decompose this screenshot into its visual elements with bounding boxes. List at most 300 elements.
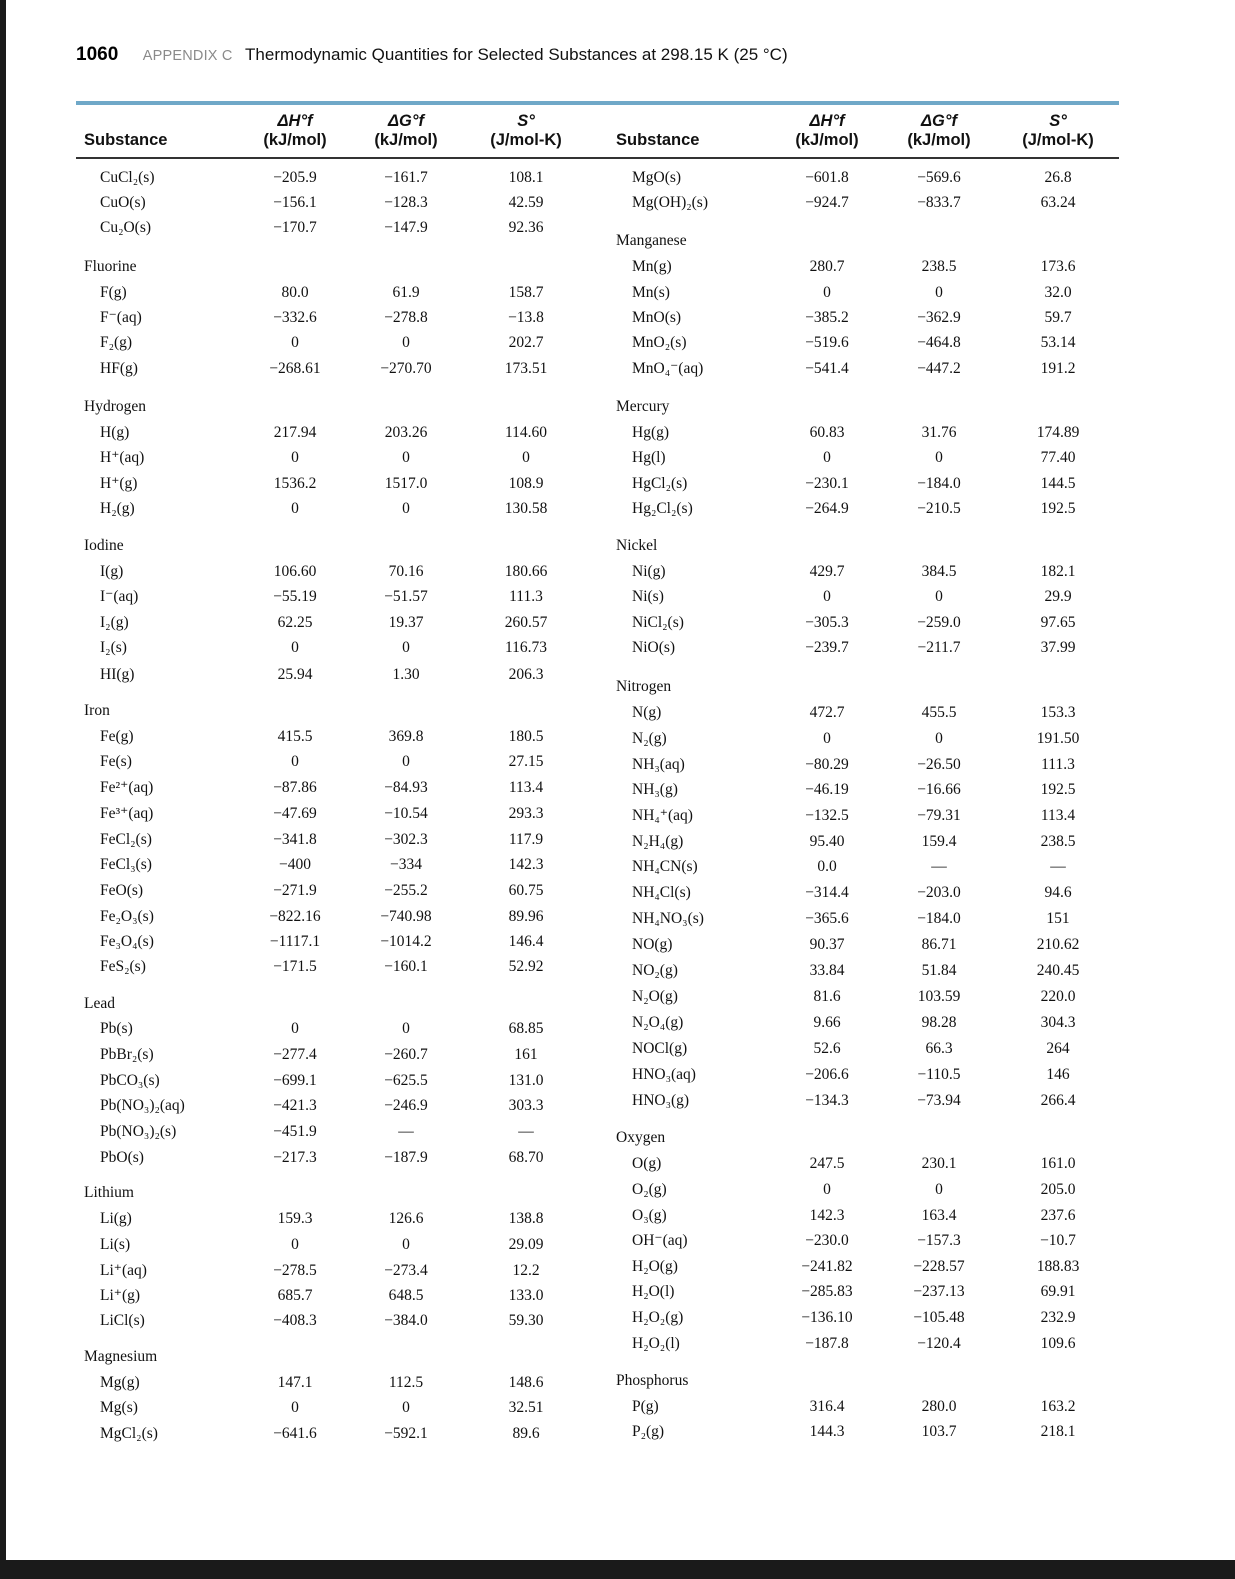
dhf-cell: −924.7 [805,194,849,211]
substance-cell: HNO₃(g) [632,1092,690,1109]
dhf-cell: 159.3 [277,1210,313,1227]
dgf-cell: −260.7 [384,1046,428,1063]
dgf-cell: −105.48 [913,1309,965,1326]
substance-cell: MgO(s) [632,169,682,186]
substance-cell: Fe(g) [100,728,134,745]
dgf-cell: 0 [402,449,410,466]
group-name: Hydrogen [84,398,146,415]
substance-cell: PbBr₂(s) [100,1046,154,1063]
entropy-cell: 240.45 [1036,962,1080,979]
entropy-cell: 111.3 [509,588,543,605]
substance-cell: Mg(s) [100,1399,138,1416]
dgf-cell: 0 [402,334,410,351]
entropy-cell: 60.75 [508,882,544,899]
dhf-cell: −601.8 [805,169,849,186]
table-top-rule [76,101,1119,105]
dgf-cell: −255.2 [384,882,428,899]
dgf-cell: 31.76 [921,424,957,441]
substance-cell: Li(s) [100,1236,131,1253]
substance-cell: H₂O₂(l) [632,1335,680,1352]
entropy-cell: 148.6 [508,1374,544,1391]
dgf-cell: 98.28 [921,1014,957,1031]
entropy-cell: 218.1 [1040,1423,1076,1440]
page-number: 1060 [76,44,119,65]
dhf-cell: 429.7 [809,563,845,580]
dhf-cell: 9.66 [813,1014,841,1031]
entropy-cell: 232.9 [1040,1309,1076,1326]
col-head-s-right [1003,112,1113,150]
dgf-cell: −184.0 [917,475,961,492]
substance-cell: H₂O(g) [632,1258,678,1275]
substance-cell: H⁺(g) [100,475,138,492]
dgf-cell: 0 [402,753,410,770]
dhf-cell: 685.7 [277,1287,313,1304]
group-name: Manganese [616,232,687,249]
entropy-cell: 293.3 [508,805,544,822]
dhf-cell: 90.37 [809,936,845,953]
page-title: Thermodynamic Quantities for Selected Substances at 298.15 K (25 °C) [245,45,788,64]
substance-cell: Mg(OH)₂(s) [632,194,709,211]
dgf-cell: −157.3 [917,1232,961,1249]
dgf-cell: −211.7 [917,639,961,656]
col-head-s-left [471,112,581,150]
dgf-cell: 0 [935,730,943,747]
entropy-cell: 174.89 [1036,424,1080,441]
dhf-cell: 0 [291,1399,299,1416]
dhf-cell: −87.86 [273,779,317,796]
substance-cell: Ni(s) [632,588,664,605]
col-head-substance-right: Substance [616,131,700,149]
dhf-cell: 280.7 [809,258,845,275]
substance-cell: NiCl₂(s) [632,614,684,631]
substance-cell: F₂(g) [100,334,133,351]
substance-cell: FeS₂(s) [100,958,146,975]
col-head-dgf-right [884,112,994,150]
substance-cell: CuCl₂(s) [100,169,155,186]
dgf-cell: 280.0 [921,1398,957,1415]
dhf-cell: −206.6 [805,1066,849,1083]
dhf-cell: −641.6 [273,1425,317,1442]
substance-cell: Mn(s) [632,284,670,301]
dgf-cell: −210.5 [917,500,961,517]
col-head-substance-left: Substance [84,131,168,149]
entropy-cell: −10.7 [1040,1232,1076,1249]
dgf-cell: −1014.2 [380,933,432,950]
dgf-cell: 112.5 [388,1374,424,1391]
entropy-cell: 32.51 [508,1399,544,1416]
substance-cell: H₂O₂(g) [632,1309,684,1326]
substance-cell: F(g) [100,284,127,301]
dhf-cell: −421.3 [273,1097,317,1114]
dgf-cell: −447.2 [917,360,961,377]
dhf-cell: −241.82 [801,1258,853,1275]
col-head-dhf-left [240,112,350,150]
dgf-cell: −161.7 [384,169,428,186]
dgf-cell: −302.3 [384,831,428,848]
entropy-cell: 130.58 [504,500,548,517]
substance-cell: Hg₂Cl₂(s) [632,500,693,517]
substance-cell: I(g) [100,563,124,580]
page [6,0,1235,1560]
dhf-cell: −305.3 [805,614,849,631]
dhf-cell: −408.3 [273,1312,317,1329]
entropy-cell: 173.51 [504,360,548,377]
header-rule [76,157,1119,159]
substance-cell: HI(g) [100,666,135,683]
substance-cell: NH₄CN(s) [632,858,698,875]
entropy-cell: 0 [522,449,530,466]
dgf-cell: 163.4 [921,1207,957,1224]
entropy-cell: 138.8 [508,1210,544,1227]
dhf-cell: −271.9 [273,882,317,899]
entropy-cell: 205.0 [1040,1181,1076,1198]
substance-cell: PbCO₃(s) [100,1072,160,1089]
substance-cell: MnO₂(s) [632,334,687,351]
group-name: Lead [84,995,115,1012]
col-head-dhf-right [772,112,882,150]
entropy-cell: 191.50 [1036,730,1080,747]
substance-cell: H₂O(l) [632,1283,675,1300]
dgf-cell: 159.4 [921,833,957,850]
entropy-cell: 142.3 [508,856,544,873]
dgf-cell: −110.5 [917,1066,961,1083]
group-name: Lithium [84,1184,134,1201]
dgf-cell: −147.9 [384,219,428,236]
entropy-cell: 97.65 [1040,614,1076,631]
substance-cell: Mg(g) [100,1374,140,1391]
dhf-cell: −205.9 [273,169,317,186]
dhf-cell: 95.40 [809,833,845,850]
entropy-cell: 59.30 [508,1312,544,1329]
s-unit: (J/mol-K) [490,131,562,149]
substance-cell: NO(g) [632,936,673,953]
dgf-cell: 1517.0 [384,475,428,492]
entropy-cell: 116.73 [504,639,548,656]
dhf-cell: 144.3 [809,1423,845,1440]
dhf-cell: 25.94 [277,666,313,683]
dgf-cell: 230.1 [921,1155,957,1172]
dhf-cell: 0 [823,1181,831,1198]
dgf-cell: 0 [402,1020,410,1037]
dhf-symbol: ΔH°f [277,112,313,130]
dhf-cell: 33.84 [809,962,845,979]
entropy-cell: 59.7 [1044,309,1072,326]
entropy-cell: — [518,1123,534,1140]
substance-cell: Fe₂O₃(s) [100,908,154,925]
entropy-cell: 238.5 [1040,833,1076,850]
dhf-cell: 80.0 [281,284,309,301]
substance-cell: MnO₄⁻(aq) [632,360,704,377]
dhf-cell: −264.9 [805,500,849,517]
dhf-cell: −285.83 [801,1283,853,1300]
dhf-cell: 316.4 [809,1398,845,1415]
dgf-cell: 19.37 [388,614,424,631]
dhf-cell: 106.60 [273,563,317,580]
entropy-cell: 52.92 [508,958,544,975]
dhf-unit: (kJ/mol) [795,131,859,149]
entropy-cell: 53.14 [1040,334,1076,351]
dhf-cell: −230.0 [805,1232,849,1249]
entropy-cell: 210.62 [1036,936,1080,953]
dgf-symbol: ΔG°f [387,112,424,130]
dhf-cell: 0 [823,449,831,466]
dhf-cell: −541.4 [805,360,849,377]
dhf-cell: −230.1 [805,475,849,492]
entropy-cell: 182.1 [1040,563,1076,580]
dhf-cell: −136.10 [801,1309,853,1326]
entropy-cell: 163.2 [1040,1398,1076,1415]
entropy-cell: 29.9 [1044,588,1072,605]
dhf-cell: −699.1 [273,1072,317,1089]
entropy-cell: 220.0 [1040,988,1076,1005]
dhf-cell: −134.3 [805,1092,849,1109]
dgf-cell: −160.1 [384,958,428,975]
dgf-cell: 61.9 [392,284,420,301]
dhf-cell: 0 [291,753,299,770]
entropy-cell: 68.70 [508,1149,544,1166]
dhf-cell: 247.5 [809,1155,845,1172]
substance-cell: Li(g) [100,1210,132,1227]
entropy-cell: 192.5 [1040,781,1076,798]
entropy-cell: 237.6 [1040,1207,1076,1224]
substance-cell: MnO(s) [632,309,682,326]
dhf-cell: −171.5 [273,958,317,975]
dgf-cell: 0 [402,1236,410,1253]
substance-cell: NH₄Cl(s) [632,884,691,901]
entropy-cell: 27.15 [508,753,544,770]
group-name: Iodine [84,537,124,554]
dgf-cell: −26.50 [917,756,961,773]
entropy-cell: 266.4 [1040,1092,1076,1109]
dgf-cell: −569.6 [917,169,961,186]
substance-cell: PbO(s) [100,1149,144,1166]
substance-cell: H(g) [100,424,130,441]
dhf-cell: −385.2 [805,309,849,326]
group-name: Fluorine [84,258,137,275]
dgf-symbol: ΔG°f [920,112,957,130]
substance-cell: HgCl₂(s) [632,475,688,492]
entropy-cell: 89.96 [508,908,544,925]
substance-cell: I₂(s) [100,639,127,656]
dhf-cell: −365.6 [805,910,849,927]
dgf-cell: −120.4 [917,1335,961,1352]
dgf-cell: 0 [935,588,943,605]
substance-cell: NiO(s) [632,639,676,656]
entropy-cell: 153.3 [1040,704,1076,721]
group-name: Iron [84,702,110,719]
dgf-cell: 1.30 [392,666,420,683]
entropy-cell: 63.24 [1040,194,1076,211]
dhf-cell: 0 [291,1020,299,1037]
dgf-cell: — [931,858,947,875]
entropy-cell: 146 [1046,1066,1070,1083]
entropy-cell: 180.5 [508,728,544,745]
dhf-cell: 0 [823,730,831,747]
dhf-cell: −451.9 [273,1123,317,1140]
entropy-cell: 113.4 [508,779,544,796]
substance-cell: O(g) [632,1155,662,1172]
substance-cell: O₃(g) [632,1207,667,1224]
dhf-cell: −217.3 [273,1149,317,1166]
entropy-cell: 109.6 [1040,1335,1076,1352]
dhf-cell: −341.8 [273,831,317,848]
dgf-cell: 70.16 [388,563,424,580]
dgf-cell: −592.1 [384,1425,428,1442]
substance-cell: FeCl₃(s) [100,856,152,873]
group-name: Nickel [616,537,658,554]
entropy-cell: 303.3 [508,1097,544,1114]
dgf-cell: 0 [402,1399,410,1416]
dgf-cell: 384.5 [921,563,957,580]
dgf-cell: 103.7 [921,1423,957,1440]
dgf-unit: (kJ/mol) [907,131,971,149]
dhf-cell: 0 [823,284,831,301]
group-name: Magnesium [84,1348,158,1365]
dgf-cell: −184.0 [917,910,961,927]
dhf-cell: 0 [291,334,299,351]
substance-cell: H⁺(aq) [100,449,145,466]
entropy-cell: 29.09 [508,1236,544,1253]
dhf-cell: −268.61 [269,360,321,377]
dgf-cell: 0 [935,449,943,466]
entropy-cell: 161.0 [1040,1155,1076,1172]
dgf-cell: −246.9 [384,1097,428,1114]
entropy-cell: 113.4 [1040,807,1076,824]
entropy-cell: 304.3 [1040,1014,1076,1031]
dgf-cell: — [398,1123,414,1140]
dgf-cell: 51.84 [921,962,957,979]
dgf-cell: −833.7 [917,194,961,211]
substance-cell: P₂(g) [632,1423,665,1440]
entropy-cell: 158.7 [508,284,544,301]
substance-cell: CuO(s) [100,194,146,211]
entropy-cell: 264 [1046,1040,1070,1057]
entropy-cell: 161 [514,1046,538,1063]
entropy-cell: 131.0 [508,1072,544,1089]
substance-cell: NO₂(g) [632,962,678,979]
dhf-cell: 0 [291,1236,299,1253]
dgf-cell: 238.5 [921,258,957,275]
group-name: Nitrogen [616,678,672,695]
dgf-cell: −362.9 [917,309,961,326]
entropy-cell: 146.4 [508,933,544,950]
dhf-cell: −1117.1 [269,933,321,950]
entropy-cell: −13.8 [508,309,544,326]
dgf-cell: −203.0 [917,884,961,901]
substance-cell: NH₃(aq) [632,756,685,773]
dgf-cell: 0 [935,1181,943,1198]
dgf-cell: −384.0 [384,1312,428,1329]
entropy-cell: 32.0 [1044,284,1072,301]
dgf-cell: 126.6 [388,1210,424,1227]
dhf-cell: −278.5 [273,1262,317,1279]
substance-cell: Pb(NO₃)₂(aq) [100,1097,185,1114]
substance-cell: Ni(g) [632,563,666,580]
substance-cell: N₂O₄(g) [632,1014,684,1031]
substance-cell: N(g) [632,704,662,721]
dgf-cell: −79.31 [917,807,961,824]
substance-cell: Hg(l) [632,449,666,466]
dgf-cell: −270.70 [380,360,432,377]
dgf-cell: −625.5 [384,1072,428,1089]
entropy-cell: 192.5 [1040,500,1076,517]
dgf-cell: −73.94 [917,1092,961,1109]
s-unit: (J/mol-K) [1022,131,1094,149]
dgf-cell: −740.98 [380,908,432,925]
dgf-cell: −187.9 [384,1149,428,1166]
entropy-cell: 26.8 [1044,169,1072,186]
dhf-cell: −170.7 [273,219,317,236]
dhf-cell: 142.3 [809,1207,845,1224]
entropy-cell: 77.40 [1040,449,1076,466]
substance-cell: P(g) [632,1398,659,1415]
entropy-cell: 111.3 [1041,756,1075,773]
entropy-cell: 173.6 [1040,258,1076,275]
dgf-cell: 0 [935,284,943,301]
entropy-cell: 69.91 [1040,1283,1076,1300]
substance-cell: N₂O(g) [632,988,678,1005]
entropy-cell: 37.99 [1040,639,1076,656]
dgf-cell: 455.5 [921,704,957,721]
dhf-cell: 60.83 [809,424,845,441]
entropy-cell: 92.36 [508,219,544,236]
entropy-cell: — [1050,858,1066,875]
substance-cell: NH₄NO₃(s) [632,910,704,927]
dhf-cell: 472.7 [809,704,845,721]
dgf-cell: −51.57 [384,588,428,605]
substance-cell: I₂(g) [100,614,129,631]
substance-cell: NOCl(g) [632,1040,688,1057]
entropy-cell: 133.0 [508,1287,544,1304]
dhf-cell: −132.5 [805,807,849,824]
group-name: Mercury [616,398,670,415]
dhf-cell: −239.7 [805,639,849,656]
entropy-cell: 180.66 [504,563,548,580]
dgf-cell: −10.54 [384,805,428,822]
dhf-cell: 0.0 [817,858,837,875]
dhf-cell: 0 [291,639,299,656]
dgf-cell: 0 [402,500,410,517]
substance-cell: MgCl₂(s) [100,1425,158,1442]
substance-cell: Mn(g) [632,258,672,275]
substance-cell: LiCl(s) [100,1312,145,1329]
dgf-cell: 0 [402,639,410,656]
dhf-cell: 62.25 [277,614,313,631]
substance-cell: N₂(g) [632,730,667,747]
dhf-unit: (kJ/mol) [263,131,327,149]
substance-cell: HF(g) [100,360,138,377]
substance-cell: Fe³⁺(aq) [100,805,154,822]
substance-cell: OH⁻(aq) [632,1232,688,1249]
entropy-cell: 68.85 [508,1020,544,1037]
dhf-cell: 415.5 [277,728,313,745]
entropy-cell: 108.1 [508,169,544,186]
substance-cell: F⁻(aq) [100,309,142,326]
dgf-cell: −228.57 [913,1258,965,1275]
dhf-cell: −55.19 [273,588,317,605]
dhf-cell: −332.6 [273,309,317,326]
substance-cell: O₂(g) [632,1181,667,1198]
dhf-cell: 0 [823,588,831,605]
dhf-symbol: ΔH°f [809,112,845,130]
entropy-cell: 144.5 [1040,475,1076,492]
dhf-cell: 217.94 [273,424,317,441]
substance-cell: Cu₂O(s) [100,219,152,236]
substance-cell: Fe₃O₄(s) [100,933,154,950]
substance-cell: HNO₃(aq) [632,1066,696,1083]
dhf-cell: 0 [291,500,299,517]
entropy-cell: 94.6 [1044,884,1072,901]
